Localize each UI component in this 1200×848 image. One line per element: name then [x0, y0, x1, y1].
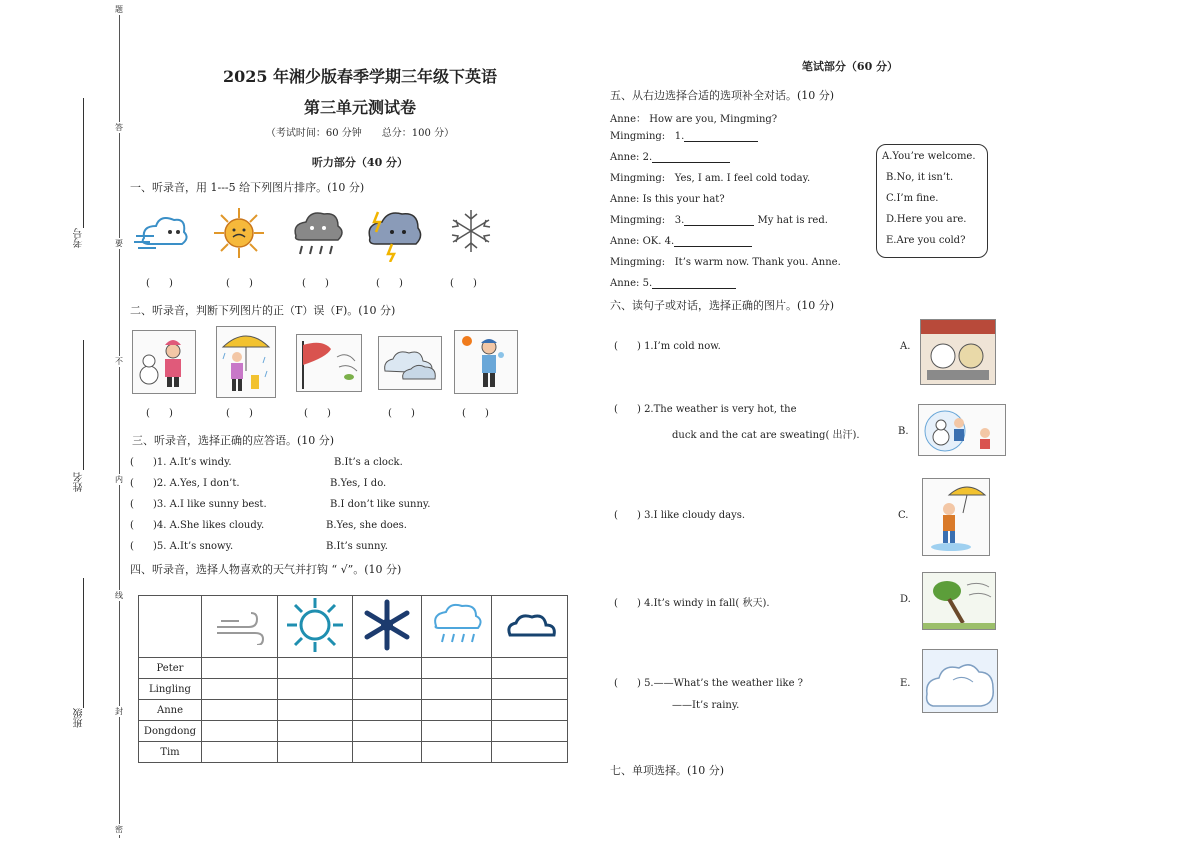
binding-char: 线: [112, 590, 126, 601]
cloudy-sky-picture: [922, 649, 998, 713]
picture-letter: D.: [900, 594, 911, 605]
q3-item[interactable]: ( )4. A.She likes cloudy.: [130, 520, 265, 531]
check-cell[interactable]: [277, 721, 353, 742]
dialogue-line: Anne: Is this your hat?: [610, 194, 725, 205]
q6-item[interactable]: ( ) 1.I’m cold now.: [614, 341, 721, 352]
exam-title: 2025 年湘少版春季学期三年级下英语: [222, 67, 498, 86]
check-cell[interactable]: [421, 700, 492, 721]
check-cell[interactable]: [421, 658, 492, 679]
exam-no-label: 考号: [74, 228, 85, 248]
wind-icon: [202, 596, 278, 658]
picture-letter: E.: [900, 678, 911, 689]
wind-cloud-icon: [134, 208, 192, 258]
answer-paren[interactable]: ( ): [462, 408, 489, 419]
boy-sun-picture: [454, 330, 518, 394]
q6-item[interactable]: ( ) 2.The weather is very hot, the: [614, 404, 797, 415]
name-line[interactable]: [83, 340, 84, 470]
storm-cloud-icon: [362, 204, 424, 262]
dialogue-line[interactable]: Anne: 2.: [610, 152, 730, 163]
written-heading: 笔试部分（60 分）: [801, 60, 899, 73]
check-cell[interactable]: [353, 679, 421, 700]
q6-item[interactable]: ( ) 4.It’s windy in fall( 秋天).: [614, 598, 770, 609]
listening-heading: 听力部分（40 分）: [311, 156, 409, 169]
row-name: Dongdong: [139, 721, 202, 742]
check-cell[interactable]: [277, 679, 353, 700]
q3-option-b[interactable]: B.Yes, she does.: [326, 520, 407, 531]
snowflake-outline-icon: [448, 208, 494, 254]
row-name: Peter: [139, 658, 202, 679]
table-corner: [139, 596, 202, 658]
answer-paren[interactable]: ( ): [302, 278, 329, 289]
answer-blank: [652, 279, 736, 289]
answer-paren[interactable]: ( ): [146, 408, 173, 419]
exam-subtitle: 第三单元测试卷: [303, 98, 416, 117]
check-cell[interactable]: [202, 700, 278, 721]
q1-title: 一、听录音，用 1---5 给下列图片排序。(10 分): [130, 181, 365, 194]
picture-letter: B.: [898, 426, 909, 437]
dialogue-line[interactable]: Anne: OK. 4.: [610, 236, 752, 247]
answer-paren[interactable]: ( ): [388, 408, 415, 419]
check-cell[interactable]: [492, 721, 568, 742]
boy-rain-umbrella-picture: [922, 478, 990, 556]
row-name: Lingling: [139, 679, 202, 700]
answer-blank: [684, 132, 758, 142]
check-cell[interactable]: [353, 721, 421, 742]
check-cell[interactable]: [202, 742, 278, 763]
snowman-kids-picture: [918, 404, 1006, 456]
dialogue-line: Anne： How are you, Mingming?: [610, 114, 778, 125]
check-cell[interactable]: [277, 658, 353, 679]
binding-char: 答: [112, 122, 126, 133]
cloud-icon: [492, 596, 568, 658]
check-cell[interactable]: [353, 658, 421, 679]
rain-cloud-face-icon: [288, 206, 346, 260]
binding-char: 封: [112, 706, 126, 717]
class-label: 班级: [74, 708, 85, 728]
check-cell[interactable]: [353, 700, 421, 721]
q7-title: 七、单项选择。(10 分): [610, 764, 725, 777]
answer-paren[interactable]: ( ): [304, 408, 331, 419]
check-cell[interactable]: [421, 742, 492, 763]
q3-option-b[interactable]: B.I don’t like sunny.: [330, 499, 431, 510]
picture-letter: A.: [900, 341, 911, 352]
class-line[interactable]: [83, 578, 84, 708]
q3-item[interactable]: ( )3. A.I like sunny best.: [130, 499, 267, 510]
weather-check-table: [138, 595, 568, 763]
q5-title: 五、从右边选择合适的选项补全对话。(10 分): [610, 89, 835, 102]
q6-item[interactable]: ( ) 3.I like cloudy days.: [614, 510, 746, 521]
option: D.Here you are.: [886, 214, 967, 225]
check-cell[interactable]: [421, 679, 492, 700]
option: C.I’m fine.: [886, 193, 939, 204]
check-cell[interactable]: [202, 658, 278, 679]
answer-blank: [674, 237, 752, 247]
option: B.No, it isn’t.: [886, 172, 954, 183]
check-cell[interactable]: [492, 679, 568, 700]
name-label: 姓名: [74, 472, 85, 492]
option: A.You’re welcome.: [882, 151, 976, 162]
picture-letter: C.: [898, 510, 909, 521]
sun-face-icon: [212, 206, 266, 260]
answer-blank: [684, 216, 754, 226]
q6-item[interactable]: ( ) 5.——What’s the weather like ?: [614, 678, 804, 689]
check-cell[interactable]: [353, 742, 421, 763]
dialogue-line[interactable]: Mingming: 1.: [610, 131, 758, 142]
exam-no-line[interactable]: [83, 98, 84, 228]
q4-title: 四、听录音，选择人物喜欢的天气并打钩 “ √”。(10 分): [130, 563, 402, 576]
sun-icon: [277, 596, 353, 658]
binding-char: 内: [112, 474, 126, 485]
girl-snowman-picture: [132, 330, 196, 394]
dialogue-line: Mingming: Yes, I am. I feel cold today.: [610, 173, 811, 184]
binding-char: 不: [112, 356, 126, 367]
q3-option-b[interactable]: B.It’s sunny.: [326, 541, 388, 552]
answer-blank: [652, 153, 730, 163]
q6-title: 六、读句子或对话，选择正确的图片。(10 分): [610, 299, 835, 312]
binding-char: 题: [112, 4, 126, 15]
q3-item[interactable]: ( )2. A.Yes, I don’t.: [130, 478, 240, 489]
answer-paren[interactable]: ( ): [450, 278, 477, 289]
q6-item-cont: duck and the cat are sweating( 出汗).: [672, 430, 860, 441]
check-cell[interactable]: [492, 700, 568, 721]
flag-wind-picture: [296, 334, 362, 392]
q3-option-b[interactable]: B.It’s a clock.: [334, 457, 403, 468]
snowflake-icon: [353, 596, 421, 658]
q3-item[interactable]: ( )5. A.It’s snowy.: [130, 541, 234, 552]
clouds-picture: [378, 336, 442, 390]
check-cell[interactable]: [202, 721, 278, 742]
check-cell[interactable]: [277, 742, 353, 763]
q6-item-cont: ——It’s rainy.: [672, 700, 740, 711]
q3-item[interactable]: ( )1. A.It’s windy.: [130, 457, 232, 468]
dialogue-line[interactable]: Mingming: 3. My hat is red.: [610, 215, 828, 226]
answer-paren[interactable]: ( ): [226, 278, 253, 289]
rain-cloud-icon: [421, 596, 492, 658]
check-cell[interactable]: [202, 679, 278, 700]
check-cell[interactable]: [277, 700, 353, 721]
exam-info: （考试时间：60 分钟 总分：100 分）: [265, 128, 455, 139]
animals-sweating-picture: [920, 319, 996, 385]
dialogue-line: Mingming: It’s warm now. Thank you. Anne.: [610, 257, 841, 268]
girl-umbrella-picture: [216, 326, 276, 398]
q3-option-b[interactable]: B.Yes, I do.: [330, 478, 387, 489]
check-cell[interactable]: [492, 742, 568, 763]
answer-paren[interactable]: ( ): [146, 278, 173, 289]
row-name: Tim: [139, 742, 202, 763]
row-name: Anne: [139, 700, 202, 721]
check-cell[interactable]: [421, 721, 492, 742]
answer-paren[interactable]: ( ): [376, 278, 403, 289]
windy-tree-picture: [922, 572, 996, 630]
q2-title: 二、听录音，判断下列图片的正（T）误（F)。(10 分): [130, 304, 396, 317]
q3-title: 三、听录音，选择正确的应答语。(10 分): [132, 434, 335, 447]
check-cell[interactable]: [492, 658, 568, 679]
binding-char: 要: [112, 238, 126, 249]
answer-paren[interactable]: ( ): [226, 408, 253, 419]
option: E.Are you cold?: [886, 235, 966, 246]
binding-char: 密: [112, 824, 126, 835]
dialogue-line[interactable]: Anne: 5.: [610, 278, 736, 289]
